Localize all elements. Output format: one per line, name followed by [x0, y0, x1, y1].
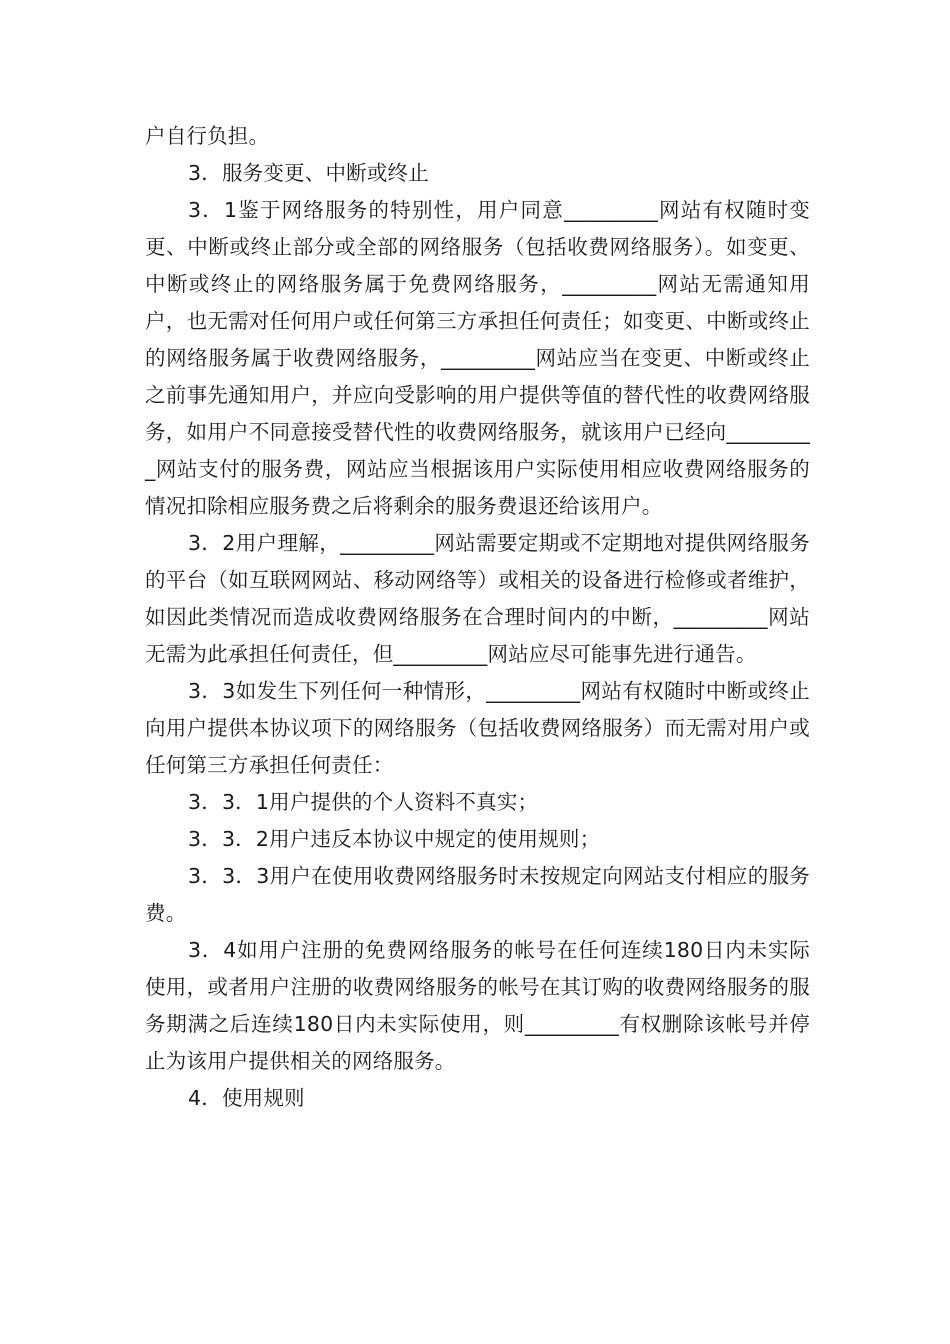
clause-3-3-2: 3．3．2用户违反本协议中规定的使用规则；: [188, 827, 601, 851]
clause-3-3-3: 3．3．3用户在使用收费网络服务时未按规定向网站支付相应的服务费。: [145, 864, 810, 925]
clause-3-1: 3．1鉴于网络服务的特别性，用户同意_________网站有权随时变更、中断或终止部分或全部的网络服务（包括收费网络服务）。如变更、中断或终止的网络服务属于免费网络服务，_________网站无需通知用户，也无需对任何用户或任何第三方承担任何责任；如变更、中断或终止的网络服务属于收费网络服务，_________网站应当在变更、中断或终止之前事先通知用户，并应向受影响的用户提供等值的替代性的收费网络服务，如用户不同意接受替代性的收费网络服务，就该用户已经向_________网站支付的服务费，网站应当根据该用户实际使用相应收费网络服务的情况扣除相应服务费之后将剩余的服务费退还给该用户。: [145, 198, 810, 518]
document-body: [145, 118, 810, 1117]
paragraph-continuation: 户自行负担。: [145, 124, 270, 148]
clause-3-3-1: 3．3．1用户提供的个人资料不真实；: [188, 790, 539, 814]
section-heading-3: 3．服务变更、中断或终止: [188, 161, 429, 185]
section-heading-4: 4．使用规则: [188, 1086, 305, 1110]
clause-3-2: 3．2用户理解，_________网站需要定期或不定期地对提供网络服务的平台（如互联网网站、移动网络等）或相关的设备进行检修或者维护，如因此类情况而造成收费网络服务在合理时间内的中断，_________网站无需为此承担任何责任，但_________网站应尽可能事先进行通告。: [145, 531, 810, 666]
clause-3-3: 3．3如发生下列任何一种情形，_________网站有权随时中断或终止向用户提供本协议项下的网络服务（包括收费网络服务）而无需对用户或任何第三方承担任何责任：: [145, 679, 810, 777]
clause-3-4: 3．4如用户注册的免费网络服务的帐号在任何连续180日内未实际使用，或者用户注册的收费网络服务的帐号在其订购的收费网络服务的服务期满之后连续180日内未实际使用，则_________有权删除该帐号并停止为该用户提供相关的网络服务。: [145, 938, 810, 1073]
